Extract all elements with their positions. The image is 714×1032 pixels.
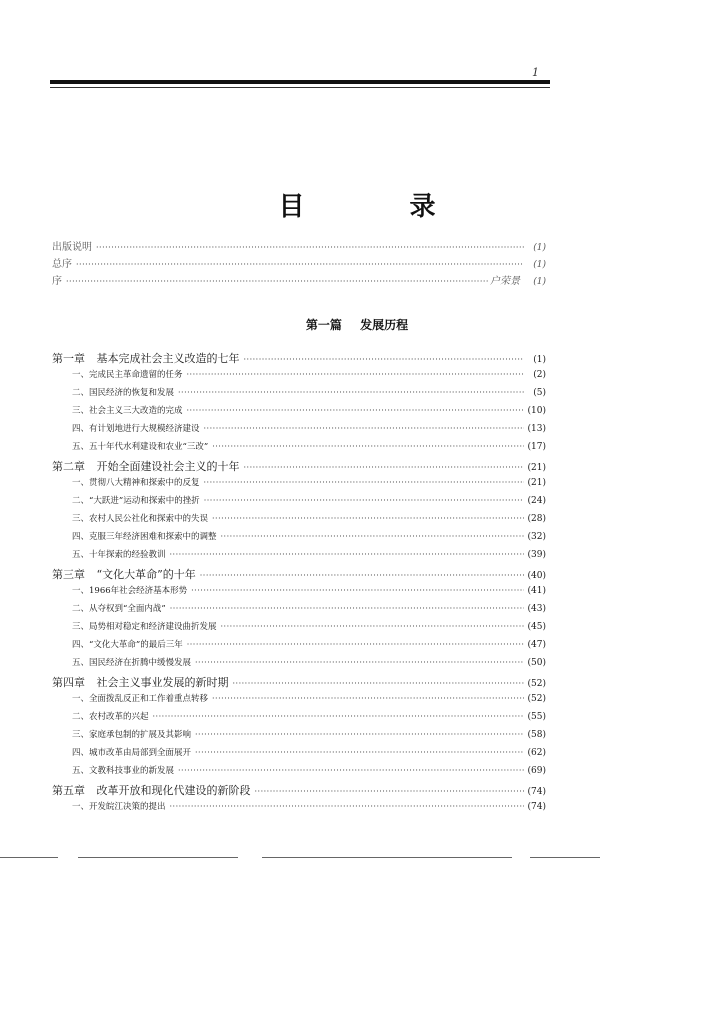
entry-label: 一、贯彻八大精神和探索中的反复 <box>72 478 200 488</box>
entry-label: 四、“文化大革命”的最后三年 <box>72 640 183 650</box>
entry-author: 户荣景 <box>490 276 520 287</box>
entry-label: 二、国民经济的恢复和发展 <box>72 388 175 398</box>
entry-label: 四、有计划地进行大规模经济建设 <box>72 424 200 434</box>
bottom-rule-segment <box>0 857 58 858</box>
toc-section-entry <box>52 368 546 386</box>
entry-label: 一、1966年社会经济基本形势 <box>72 586 188 596</box>
dot-leader <box>187 406 524 415</box>
front-matter-entry <box>52 272 546 289</box>
dot-leader <box>153 712 524 721</box>
entry-page-number: (55) <box>527 712 546 722</box>
entry-label: 一、完成民主革命遗留的任务 <box>72 370 183 380</box>
part-title: 第一篇 发展历程 <box>305 318 409 332</box>
toc-section-entry <box>52 404 546 422</box>
dot-leader <box>187 640 524 649</box>
toc-section-entry <box>52 440 546 458</box>
dot-leader <box>244 463 525 472</box>
toc-section-entry <box>52 656 546 674</box>
dot-leader <box>195 748 524 757</box>
entry-page-number: (58) <box>527 730 546 740</box>
entry-label: 三、家庭承包制的扩展及其影响 <box>72 730 192 740</box>
entry-label: 一、全面拨乱反正和工作着重点转移 <box>72 694 209 704</box>
dot-leader <box>96 243 524 252</box>
dot-leader <box>204 478 524 487</box>
entry-page-number: (1) <box>533 277 546 287</box>
entry-label: 五、文教科技事业的新发展 <box>72 766 175 776</box>
header-rule-thin <box>50 87 550 88</box>
entry-page-number: (24) <box>527 496 546 506</box>
toc-section-entry <box>52 386 546 404</box>
page-number: 1 <box>532 66 539 79</box>
entry-page-number: (1) <box>533 243 546 253</box>
chapter-list <box>52 350 546 818</box>
toc-section-entry <box>52 620 546 638</box>
dot-leader <box>170 802 524 811</box>
dot-leader <box>233 679 525 688</box>
entry-page-number: (52) <box>527 679 546 689</box>
dot-leader <box>187 370 524 379</box>
entry-page-number: (1) <box>533 355 546 365</box>
dot-leader <box>170 550 524 559</box>
entry-page-number: (40) <box>527 571 546 581</box>
front-matter-entry <box>52 238 546 255</box>
entry-label: 第三章 “文化大革命”的十年 <box>52 568 196 581</box>
entry-label: 二、从夺权到“全面内战” <box>72 604 166 614</box>
entry-label: 第一章 基本完成社会主义改造的七年 <box>52 352 240 365</box>
entry-page-number: (21) <box>527 478 546 488</box>
dot-leader <box>212 514 524 523</box>
entry-page-number: (32) <box>527 532 546 542</box>
dot-leader <box>195 658 524 667</box>
toc-section-entry <box>52 602 546 620</box>
entry-page-number: (5) <box>533 388 546 398</box>
dot-leader <box>195 730 524 739</box>
entry-page-number: (50) <box>527 658 546 668</box>
toc-section-entry <box>52 746 546 764</box>
entry-page-number: (52) <box>527 694 546 704</box>
entry-page-number: (43) <box>527 604 546 614</box>
entry-label: 五、国民经济在折腾中缓慢发展 <box>72 658 192 668</box>
dot-leader <box>212 442 524 451</box>
dot-leader <box>66 277 488 286</box>
entry-page-number: (17) <box>527 442 546 452</box>
entry-page-number: (10) <box>527 406 546 416</box>
toc-section-entry <box>52 422 546 440</box>
toc-section-entry <box>52 548 546 566</box>
entry-page-number: (74) <box>527 787 546 797</box>
entry-label: 出版说明 <box>52 242 92 253</box>
entry-label: 五、五十年代水利建设和农业“三改” <box>72 442 209 452</box>
toc-chapter-entry <box>52 458 546 476</box>
bottom-rule-segment <box>78 857 238 858</box>
toc-section-entry <box>52 800 546 818</box>
toc-section-entry <box>52 764 546 782</box>
dot-leader <box>200 571 524 580</box>
entry-label: 第五章 改革开放和现化代建设的新阶段 <box>52 784 251 797</box>
entry-label: 第四章 社会主义事业发展的新时期 <box>52 676 229 689</box>
bottom-rule-segment <box>530 857 600 858</box>
toc-section-entry <box>52 692 546 710</box>
entry-page-number: (39) <box>527 550 546 560</box>
entry-page-number: (62) <box>527 748 546 758</box>
dot-leader <box>191 586 524 595</box>
toc-section-entry <box>52 584 546 602</box>
entry-page-number: (2) <box>533 370 546 380</box>
dot-leader <box>76 260 524 269</box>
entry-label: 总序 <box>52 259 72 270</box>
toc-section-entry <box>52 638 546 656</box>
dot-leader <box>204 496 524 505</box>
toc-title: 目 录 <box>278 192 484 222</box>
entry-label: 四、城市改革由局部到全面展开 <box>72 748 192 758</box>
entry-label: 序 <box>52 276 62 287</box>
toc-section-entry <box>52 710 546 728</box>
bottom-rule-segment <box>262 857 512 858</box>
dot-leader <box>221 532 524 541</box>
toc-section-entry <box>52 512 546 530</box>
front-matter-entry <box>52 255 546 272</box>
dot-leader <box>170 604 524 613</box>
entry-label: 五、十年探索的经验教训 <box>72 550 166 560</box>
entry-label: 二、“大跃进”运动和探索中的挫折 <box>72 496 200 506</box>
toc-section-entry <box>52 530 546 548</box>
entry-page-number: (41) <box>527 586 546 596</box>
toc-section-entry <box>52 476 546 494</box>
dot-leader <box>244 355 525 364</box>
dot-leader <box>221 622 524 631</box>
entry-page-number: (69) <box>527 766 546 776</box>
dot-leader <box>204 424 524 433</box>
entry-page-number: (45) <box>527 622 546 632</box>
dot-leader <box>178 388 524 397</box>
toc-chapter-entry <box>52 782 546 800</box>
entry-page-number: (28) <box>527 514 546 524</box>
entry-page-number: (47) <box>527 640 546 650</box>
entry-label: 二、农村改革的兴起 <box>72 712 149 722</box>
header-rule-thick <box>50 80 550 84</box>
entry-label: 一、开发皖江决策的提出 <box>72 802 166 812</box>
entry-label: 第二章 开始全面建设社会主义的十年 <box>52 460 240 473</box>
entry-label: 三、农村人民公社化和探索中的失误 <box>72 514 209 524</box>
dot-leader <box>255 787 525 796</box>
front-matter-list <box>52 238 546 289</box>
entry-page-number: (13) <box>527 424 546 434</box>
dot-leader <box>212 694 524 703</box>
entry-page-number: (1) <box>533 260 546 270</box>
entry-label: 三、局势相对稳定和经济建设曲折发展 <box>72 622 217 632</box>
toc-section-entry <box>52 494 546 512</box>
toc-chapter-entry <box>52 674 546 692</box>
toc-chapter-entry <box>52 350 546 368</box>
entry-page-number: (21) <box>527 463 546 473</box>
toc-section-entry <box>52 728 546 746</box>
entry-page-number: (74) <box>527 802 546 812</box>
entry-label: 三、社会主义三大改造的完成 <box>72 406 183 416</box>
toc-chapter-entry <box>52 566 546 584</box>
dot-leader <box>178 766 524 775</box>
entry-label: 四、克服三年经济困难和探索中的调整 <box>72 532 217 542</box>
